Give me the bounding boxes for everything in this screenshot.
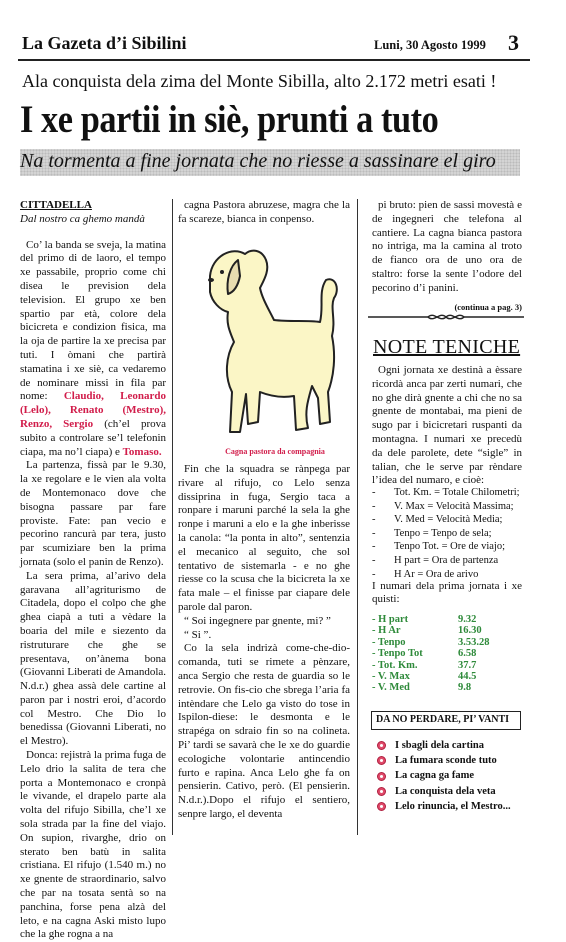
stats-intro: I numari dela prima jornata i xe quisti: <box>372 580 522 605</box>
newspaper-name: La Gazeta d’i Sibilini <box>22 33 187 53</box>
stats-table <box>372 614 490 694</box>
bullet-icon <box>377 787 386 796</box>
dog-caption: Cagna pastora da compagnia <box>225 447 325 456</box>
article-column-2-lower <box>178 463 350 822</box>
dateline: CITTADELLA <box>20 199 92 211</box>
promo-title: DA NO PERDARE, PI’ VANTI <box>376 714 510 725</box>
dog-illustration <box>190 236 350 442</box>
ornament-divider <box>368 311 524 323</box>
bullet-icon <box>377 772 386 781</box>
paragraph: La partenza, fissà par le 9.30, la xe regolare e le vien ala volta de Montemonaco dove che bisogna passare par fare proviste. Fate: pan vecio e pecorino rancurà par tera, justo par scumiziare ben la prima jornata (solo el panin de Renzo). <box>20 459 166 568</box>
column-divider <box>357 199 358 835</box>
promo-item: La fumara sconde tuto <box>377 753 511 768</box>
promo-list <box>377 738 511 814</box>
paragraph: La sera prima, al’arivo dela garavana all’agriturismo de Citadela, dopo el colpo che ghe ghea ciapà a tuti a vèdare la boaria del mile e siezento da ristruturare che ghe se presentava, on’ànema bona (Giovanni Liberati de Amandola. N.d.r.) ghea assà dele cartine al paron par i nostri eroi, d’acordo col Mestro. Che Dio lo benedissa (Giovanni Liberati, no el Mestro). <box>20 569 167 748</box>
notes-intro: Ogni jornata xe destinà a èssare ricordà anca par zerti numari, che no ghe dirà gnente a chi che no sa gnente de montabai, ma pieni de sugo par i bicicretari ruspanti da montagna. I numari xe precedù da dele parolete, dete “sigle” in talian, che le serve par rèndare l’idea del numaro, e cioè: <box>372 364 522 487</box>
notes-title: NOTE TENICHE <box>373 336 521 358</box>
continued-notice: (continua a pag. 3) <box>454 301 522 312</box>
paragraph: Co’ la banda se sveja, la matina del primo di de laoro, el tempo xe passabile, proprio come chi disea le prevision dela television. El grupo xe ben spartio par età, colore dela bicicreta e condizion fisica, ma la oja de partire la xe precisa par tuti. I òmani che partirà stamatina i xe siè, ca vedaremo de nominare missi in fila par nome: Claudio, Leonardo (Lelo), Renato (Mestro), Renzo, Sergio (ch’el prova subito a controlare se’l telefonin ciapa, ma no’l ciapa) e Tomaso. <box>20 238 166 458</box>
legend-item: - Tot. Km. = Totale Chilometri; <box>372 487 520 498</box>
promo-item: I sbagli dela cartina <box>377 738 511 753</box>
rider-names: Claudio, Leonardo (Lelo), Renato (Mestro), Renzo, Sergio <box>20 390 166 430</box>
paragraph: “ Si ”. <box>184 628 212 641</box>
legend-item: - H part = Ora de partenza <box>372 554 499 566</box>
bullet-icon <box>377 741 386 750</box>
headline: I xe partii in siè, prunti a tuto <box>20 98 439 141</box>
issue-date: Luni, 30 Agosto 1999 <box>374 38 486 52</box>
legend-item: - V. Med = Velocità Media; <box>372 514 503 526</box>
kicker: Ala conquista dela zima del Monte Sibilla, alto 2.172 metri esati ! <box>22 71 497 91</box>
bullet-icon <box>377 802 386 811</box>
legend-item: - Tenpo = Tenpo de sela; <box>372 527 492 539</box>
stat-row: - Tot. Km. 37.7 <box>372 659 477 671</box>
legend-item: - H Ar = Ora de arivo <box>372 568 479 580</box>
paragraph: Donca: rejistrà la prima fuga de Lelo drio la salita de tera che porta a Montemonaco e cronpà le vivande, el drapelo parte ala volta del rifujo Sibilla, che’l xe sola strada par la fine del viajo. On supion, rivarghe, drio on sterato ben batù in salita cristiana. El rifujo (1.540 m.) no xe gnente de straordinario, salvo che par na tosata sentà so na panchina, forse pena alzà del leto, e na cagna Aski misto lupo che la ghe rogna a na <box>20 749 166 941</box>
stat-row: - H part 9.32 <box>372 614 477 625</box>
notes-legend <box>372 486 524 581</box>
masthead-rule <box>18 59 530 61</box>
stat-row: - V. Max 44.5 <box>372 671 477 683</box>
stat-row: - Tenpo 3.53.28 <box>372 636 490 648</box>
paragraph: Fin che la squadra se rànpega par rivare al rifujo, co Lelo senza dissiprina in fuga, Sergio taca a ronpare i maruni parché la sela la ghe ronpe i maruni a elo e la ghe inberisse la canola: “la ponta in alto”, sentenzia el mecanico al seguito, che sol tentativo de sistemarla - e no ghe riesse co la scusa che la bicicreta la xe fata male – el finisse par ciapare dele parole dal paron. <box>178 463 350 613</box>
paragraph: “ Soi ingegnere par gnente, mi? ” <box>184 614 331 627</box>
paragraph: Co la sela indrizà come-che-dio-comanda, tuti se rimete a pènzare, anca Sergio che resta de guardia so le retrovie. On fis-cio che sbrega l’aria fa intèndare che Lelo ga visto do tose in Ispilon-diese: le desmonta e le strapéga on sdraio fin so na colineta. Pi’ tardi se savarà che le xe do guardie ecologiche volontarie antincendio furto e rapina. Anca Lelo ghe fa on pensierin. Cativo, però. (El pensierin. N.d.r.).Dopo el rifujo el sentiero, senpre largo, el deventa <box>178 642 350 820</box>
article-column-3 <box>372 199 522 314</box>
legend-item: - Tenpo Tot. = Ore de viajo; <box>372 541 505 553</box>
page-number: 3 <box>508 30 519 55</box>
stat-row: - V. Med 9.8 <box>372 682 472 694</box>
bullet-icon <box>377 756 386 765</box>
dateline-sub: Dal nostro ca ghemo mandà <box>20 212 145 225</box>
paragraph: cagna Pastora abruzese, magra che la fa scareze, bianca in conpenso. <box>178 199 350 225</box>
promo-item: La cagna ga fame <box>377 768 511 783</box>
stat-row: - Tenpo Tot 6.58 <box>372 648 477 660</box>
stat-row: - H Ar 16.30 <box>372 625 482 637</box>
rider-name-last: Tomaso. <box>122 445 162 458</box>
promo-item: Lelo rinuncia, el Mestro... <box>377 799 511 814</box>
paragraph: pi bruto: pien de sassi movestà e de ingegneri che telefona al cantiere. La cagna bianca pastora no intriga, ma la camina al troto de fianco ora de uno ora de staltro: forse la sente l’odore del pecorino d’i panini. <box>372 199 522 294</box>
subhead-band <box>20 149 520 176</box>
article-column-1 <box>20 199 166 942</box>
promo-item: La conquista dela veta <box>377 784 511 799</box>
legend-item: - V. Max = Velocità Massima; <box>372 500 514 512</box>
subhead: Na tormenta a fine jornata che no riesse a sassinare el giro <box>20 150 496 172</box>
column-divider <box>172 199 173 835</box>
article-column-2 <box>178 199 350 227</box>
